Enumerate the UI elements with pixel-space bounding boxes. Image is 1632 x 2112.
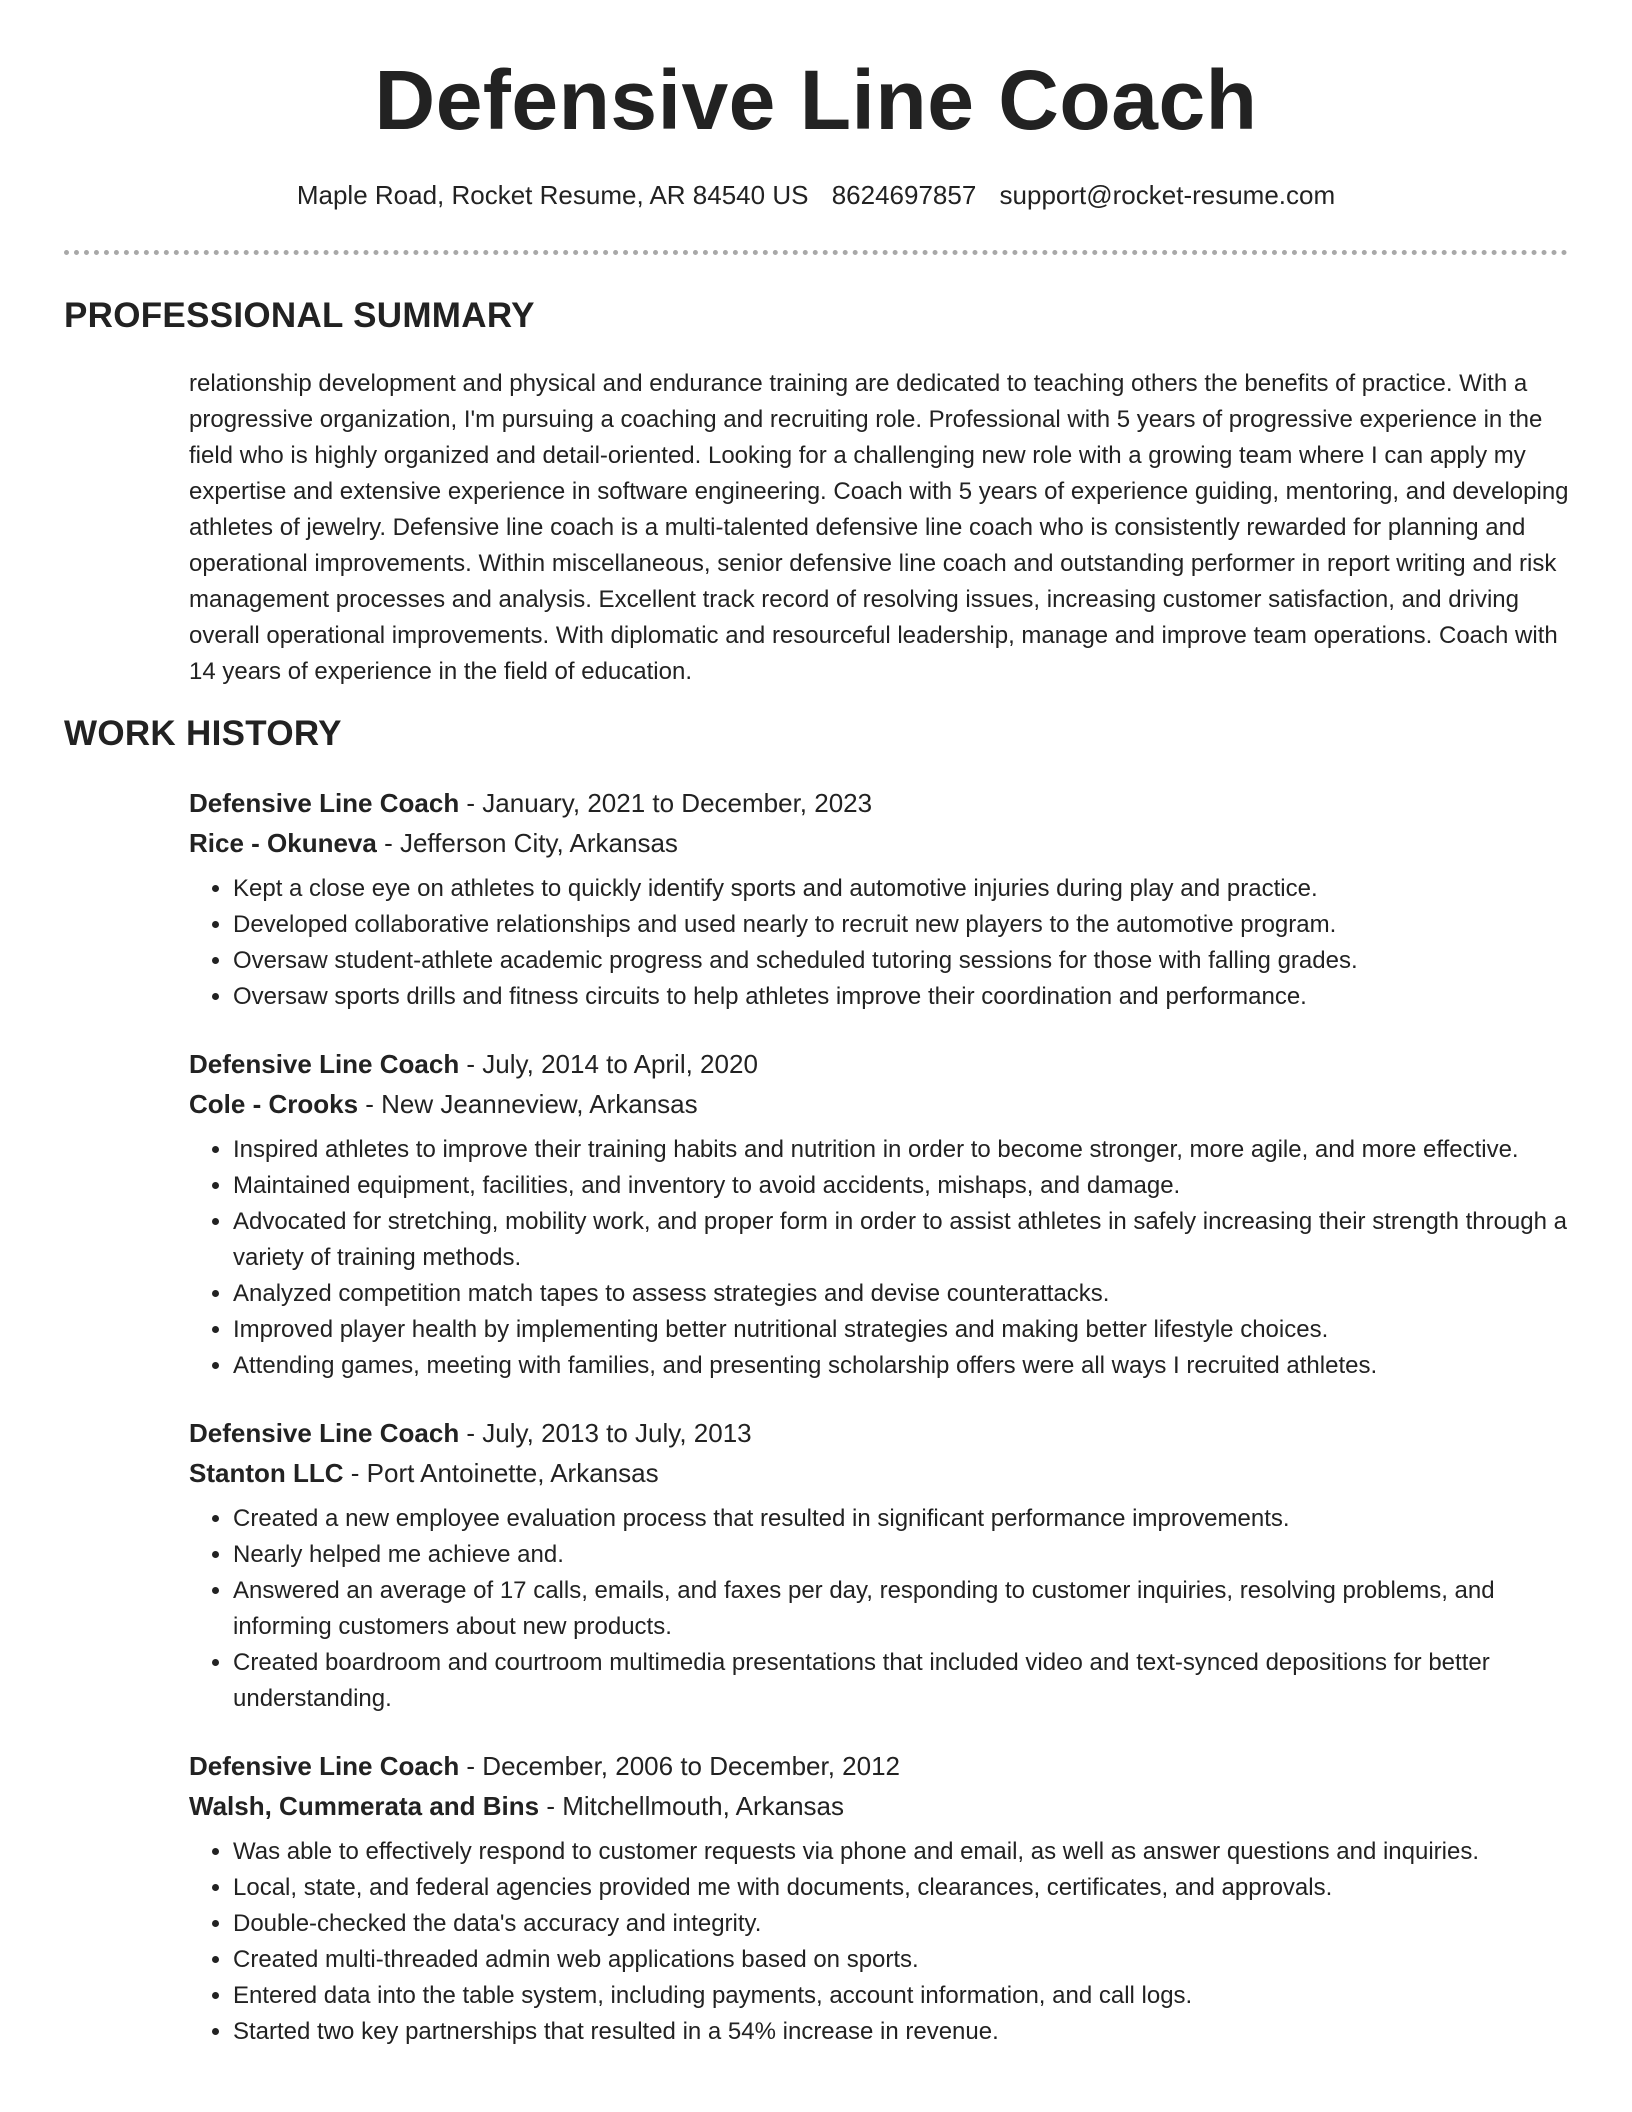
job-bullets [189, 1132, 1569, 1384]
job-bullet: • Advocated for stretching, mobility work, and proper form in order to assist athletes in safely increasing their strength through a variety of training methods. [233, 1204, 1569, 1276]
job-bullet: • Started two key partnerships that resulted in a 54% increase in revenue. [233, 2014, 1569, 2050]
job-company: Cole - Crooks [189, 1089, 359, 1119]
header-divider [64, 250, 1568, 255]
job-bullet: • Entered data into the table system, including payments, account information, and call logs. [233, 1978, 1569, 2014]
job-bullet: • Double-checked the data's accuracy and integrity. [233, 1906, 1569, 1942]
job-title-line [189, 1413, 1569, 1453]
summary-heading: PROFESSIONAL SUMMARY [64, 296, 535, 335]
job-dates: - December, 2006 to December, 2012 [459, 1751, 901, 1781]
job-entry [189, 1044, 1569, 1384]
job-bullet: • Answered an average of 17 calls, emails, and faxes per day, responding to customer inquiries, resolving problems, and informing customers about new products. [233, 1573, 1569, 1645]
job-role: Defensive Line Coach [189, 1751, 460, 1781]
job-bullet: • Oversaw sports drills and fitness circuits to help athletes improve their coordination and performance. [233, 979, 1569, 1015]
job-bullet: • Created boardroom and courtroom multimedia presentations that included video and text-synced depositions for better understanding. [233, 1645, 1569, 1717]
job-company-line [189, 1786, 1569, 1826]
job-bullets [189, 1834, 1569, 2050]
job-bullet: • Created a new employee evaluation process that resulted in significant performance improvements. [233, 1501, 1569, 1537]
job-bullet: • Maintained equipment, facilities, and inventory to avoid accidents, mishaps, and damage. [233, 1168, 1569, 1204]
job-bullets [189, 871, 1569, 1015]
job-company-line [189, 1453, 1569, 1493]
job-company: Walsh, Cummerata and Bins [189, 1791, 540, 1821]
work-history-list [189, 783, 1569, 2079]
job-entry [189, 783, 1569, 1015]
job-location: - Port Antoinette, Arkansas [343, 1458, 659, 1488]
job-entry [189, 1413, 1569, 1717]
job-role: Defensive Line Coach [189, 788, 460, 818]
job-bullet: • Oversaw student-athlete academic progress and scheduled tutoring sessions for those with falling grades. [233, 943, 1569, 979]
job-location: - New Jeanneview, Arkansas [358, 1089, 698, 1119]
job-title-line [189, 1044, 1569, 1084]
job-bullet: • Nearly helped me achieve and. [233, 1537, 1569, 1573]
job-bullet: • Analyzed competition match tapes to assess strategies and devise counterattacks. [233, 1276, 1569, 1312]
job-dates: - July, 2013 to July, 2013 [459, 1418, 752, 1448]
summary-text: relationship development and physical and endurance training are dedicated to teaching others the benefits of practice. With a progressive organization, I'm pursuing a coaching and recruiting role. Professional with 5 years of progressive experience in the field who is highly organized and detail-oriented. Looking for a challenging new role with a growing team where I can apply my expertise and extensive experience in software engineering. Coach with 5 years of experience guiding, mentoring, and developing athletes of jewelry. Defensive line coach is a multi-talented defensive line coach who is consistently rewarded for planning and operational improvements. Within miscellaneous, senior defensive line coach and outstanding performer in report writing and risk management processes and analysis. Excellent track record of resolving issues, increasing customer satisfaction, and driving overall operational improvements. With diplomatic and resourceful leadership, manage and improve team operations. Coach with 14 years of experience in the field of education. [189, 370, 1569, 685]
job-title-line [189, 783, 1569, 823]
job-bullet: • Created multi-threaded admin web applications based on sports. [233, 1942, 1569, 1978]
job-location: - Mitchellmouth, Arkansas [539, 1791, 845, 1821]
job-role: Defensive Line Coach [189, 1049, 460, 1079]
resume-name: Defensive Line Coach [374, 53, 1258, 147]
contact-email: support@rocket-resume.com [999, 180, 1336, 210]
job-bullet: • Developed collaborative relationships and used nearly to recruit new players to the automotive program. [233, 907, 1569, 943]
contact-info [0, 180, 1632, 211]
job-company-line [189, 823, 1569, 863]
job-bullet: • Inspired athletes to improve their training habits and nutrition in order to become stronger, more agile, and more effective. [233, 1132, 1569, 1168]
job-bullet: • Improved player health by implementing better nutritional strategies and making better lifestyle choices. [233, 1312, 1569, 1348]
contact-phone: 8624697857 [831, 180, 977, 210]
job-entry [189, 1746, 1569, 2050]
job-role: Defensive Line Coach [189, 1418, 460, 1448]
job-company-line [189, 1084, 1569, 1124]
job-dates: - July, 2014 to April, 2020 [459, 1049, 758, 1079]
job-location: - Jefferson City, Arkansas [376, 828, 678, 858]
job-company: Stanton LLC [189, 1458, 344, 1488]
job-company: Rice - Okuneva [189, 828, 377, 858]
contact-address: Maple Road, Rocket Resume, AR 84540 US [296, 180, 809, 210]
job-bullet: • Kept a close eye on athletes to quickly identify sports and automotive injuries during play and practice. [233, 871, 1569, 907]
job-title-line [189, 1746, 1569, 1786]
work-history-heading: WORK HISTORY [64, 714, 342, 753]
job-bullet: • Was able to effectively respond to customer requests via phone and email, as well as answer questions and inquiries. [233, 1834, 1569, 1870]
job-bullet: • Local, state, and federal agencies provided me with documents, clearances, certificates, and approvals. [233, 1870, 1569, 1906]
job-bullets [189, 1501, 1569, 1717]
job-bullet: • Attending games, meeting with families, and presenting scholarship offers were all ways I recruited athletes. [233, 1348, 1569, 1384]
job-dates: - January, 2021 to December, 2023 [459, 788, 873, 818]
